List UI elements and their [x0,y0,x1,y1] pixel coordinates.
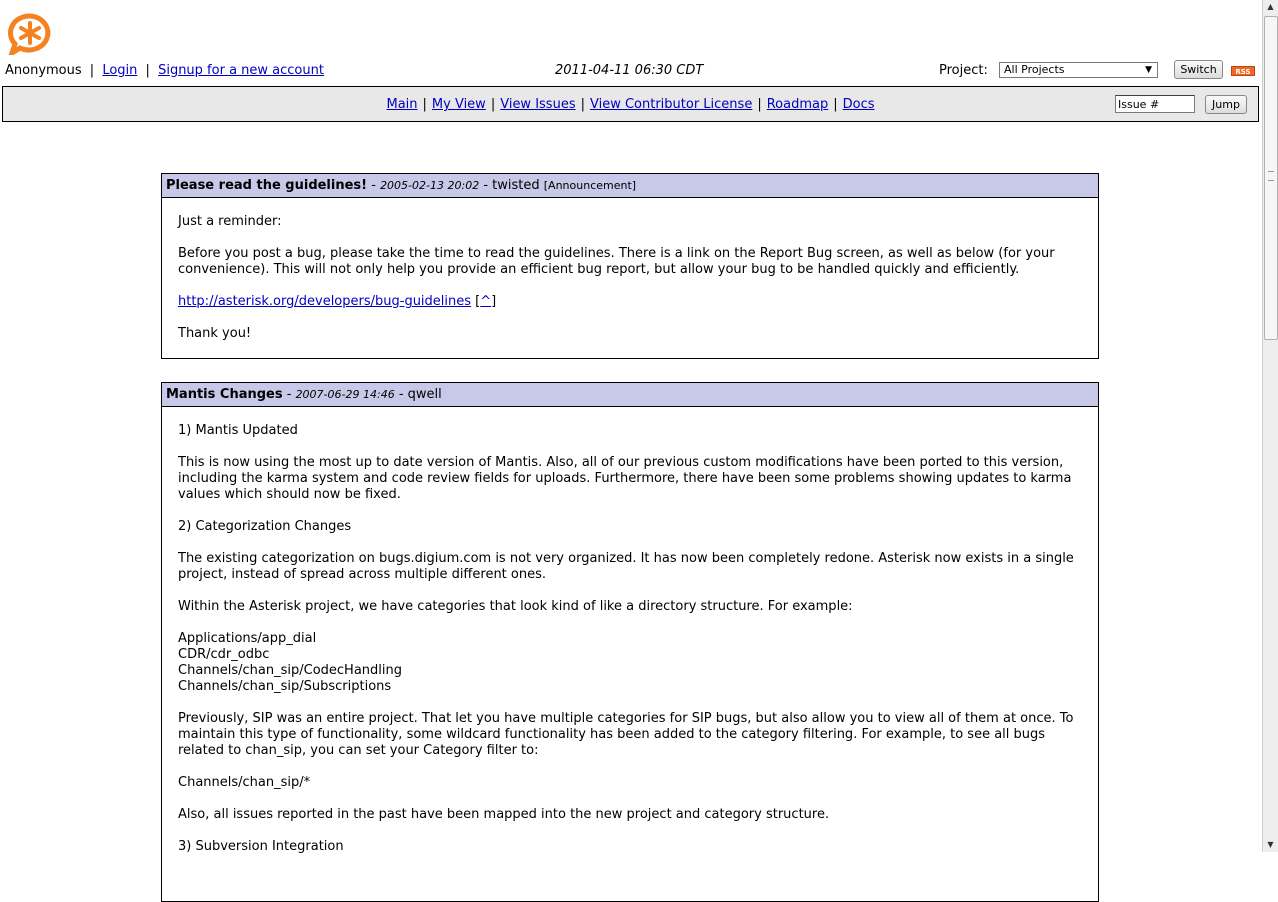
separator: | [580,97,585,112]
link-bracket: [ [475,294,481,309]
user-info [5,63,324,78]
menu-view-issues[interactable]: View Issues [500,97,576,112]
news-paragraph: Previously, SIP was an entire project. That let you have multiple categories for SIP bugs, but also allow you to view all of them at once. To maintain this type of functionality, some wildcard functionality has been added to the category filtering. For example, to see all bugs related to chan_sip, you can set your Category filter to: [178,711,1074,758]
news-paragraph: Just a reminder: [178,214,282,229]
rss-icon[interactable]: RSS [1231,66,1255,76]
signup-link[interactable]: Signup for a new account [158,63,324,78]
scroll-down-icon[interactable]: ▼ [1267,840,1274,849]
news-link-line [178,294,1082,310]
news-paragraph: Also, all issues reported in the past have been mapped into the new project and category structure. [178,807,830,822]
news-paragraph: This is now using the most up to date version of Mantis. Also, all of our previous custom modifications have been ported to this version, including the karma system and code review fields for uploads. Furthermore, there have been some problems showing updates to karma values which should now be fixed. [178,455,1072,502]
separator: | [89,63,95,78]
news-paragraph: 3) Subversion Integration [178,839,344,854]
news-paragraph: 2) Categorization Changes [178,519,352,534]
category-example: Channels/chan_sip/Subscriptions [178,679,392,694]
news-date: 2005-02-13 20:02 [380,179,480,192]
news-header [162,383,1098,407]
separator: - [394,387,408,402]
menu-roadmap[interactable]: Roadmap [766,97,829,112]
news-item-mantis-changes [161,382,1099,902]
news-date: 2007-06-29 14:46 [295,388,395,401]
separator: | [422,97,427,112]
project-label: Project: [939,63,988,78]
asterisk-logo-icon[interactable] [6,13,54,55]
dropdown-arrow-icon: ▼ [1145,65,1152,75]
news-body [162,407,1098,855]
news-header [162,174,1098,198]
menu-my-view[interactable]: My View [431,97,486,112]
separator: | [757,97,762,112]
top-info-bar [5,63,1260,81]
news-paragraph: Thank you! [178,326,252,341]
login-link[interactable]: Login [102,63,138,78]
scrollbar-thumb[interactable] [1264,16,1278,340]
grip-icon [1268,171,1274,181]
news-author: qwell [407,387,442,402]
news-paragraph: Within the Asterisk project, we have categories that look kind of like a directory structure. For example: [178,599,853,614]
separator: - [367,178,381,193]
separator: - [282,387,296,402]
project-select[interactable] [999,62,1158,78]
category-example: CDR/cdr_odbc [178,647,270,662]
menu-contributor-license[interactable]: View Contributor License [589,97,753,112]
guidelines-link[interactable]: http://asterisk.org/developers/bug-guidelines [178,294,472,309]
category-example: Applications/app_dial [178,631,317,646]
menu-docs[interactable]: Docs [842,97,875,112]
issue-number-input[interactable] [1115,95,1195,113]
separator: | [490,97,496,112]
separator: - [479,178,493,193]
switch-button[interactable]: Switch [1174,60,1223,79]
news-item-guidelines [161,173,1099,359]
menu-links [3,97,1258,112]
link-bracket: ] [491,294,497,309]
news-title: Please read the guidelines! [166,178,368,193]
username: Anonymous [5,63,82,78]
jump-button[interactable]: Jump [1205,95,1247,114]
category-examples [178,631,1082,695]
news-paragraph: Before you post a bug, please take the time to read the guidelines. There is a link on the Report Bug screen, as well as below (for your convenience). This will not only help you provide an efficient bug report, but allow your bug to be handled quickly and efficiently. [178,246,1055,277]
menu-main[interactable]: Main [386,97,418,112]
news-category: [Announcement] [543,179,637,192]
news-paragraph: The existing categorization on bugs.digium.com is not very organized. It has now been completely redone. Asterisk now exists in a single project, instead of spread across multiple different ones. [178,551,1074,582]
news-author: twisted [492,178,540,193]
vertical-scrollbar[interactable] [1262,0,1278,852]
project-select-value: All Projects [1004,63,1065,76]
separator: | [833,97,838,112]
main-menu [2,86,1259,122]
server-datetime: 2011-04-11 06:30 CDT [555,63,704,78]
separator: | [145,63,150,78]
category-example: Channels/chan_sip/CodecHandling [178,663,403,678]
news-body [162,198,1098,342]
news-title: Mantis Changes [166,387,283,402]
news-paragraph: 1) Mantis Updated [178,423,298,438]
new-window-link[interactable]: ^ [480,294,492,309]
scroll-up-icon[interactable]: ▲ [1267,2,1274,11]
news-paragraph: Channels/chan_sip/* [178,775,311,790]
